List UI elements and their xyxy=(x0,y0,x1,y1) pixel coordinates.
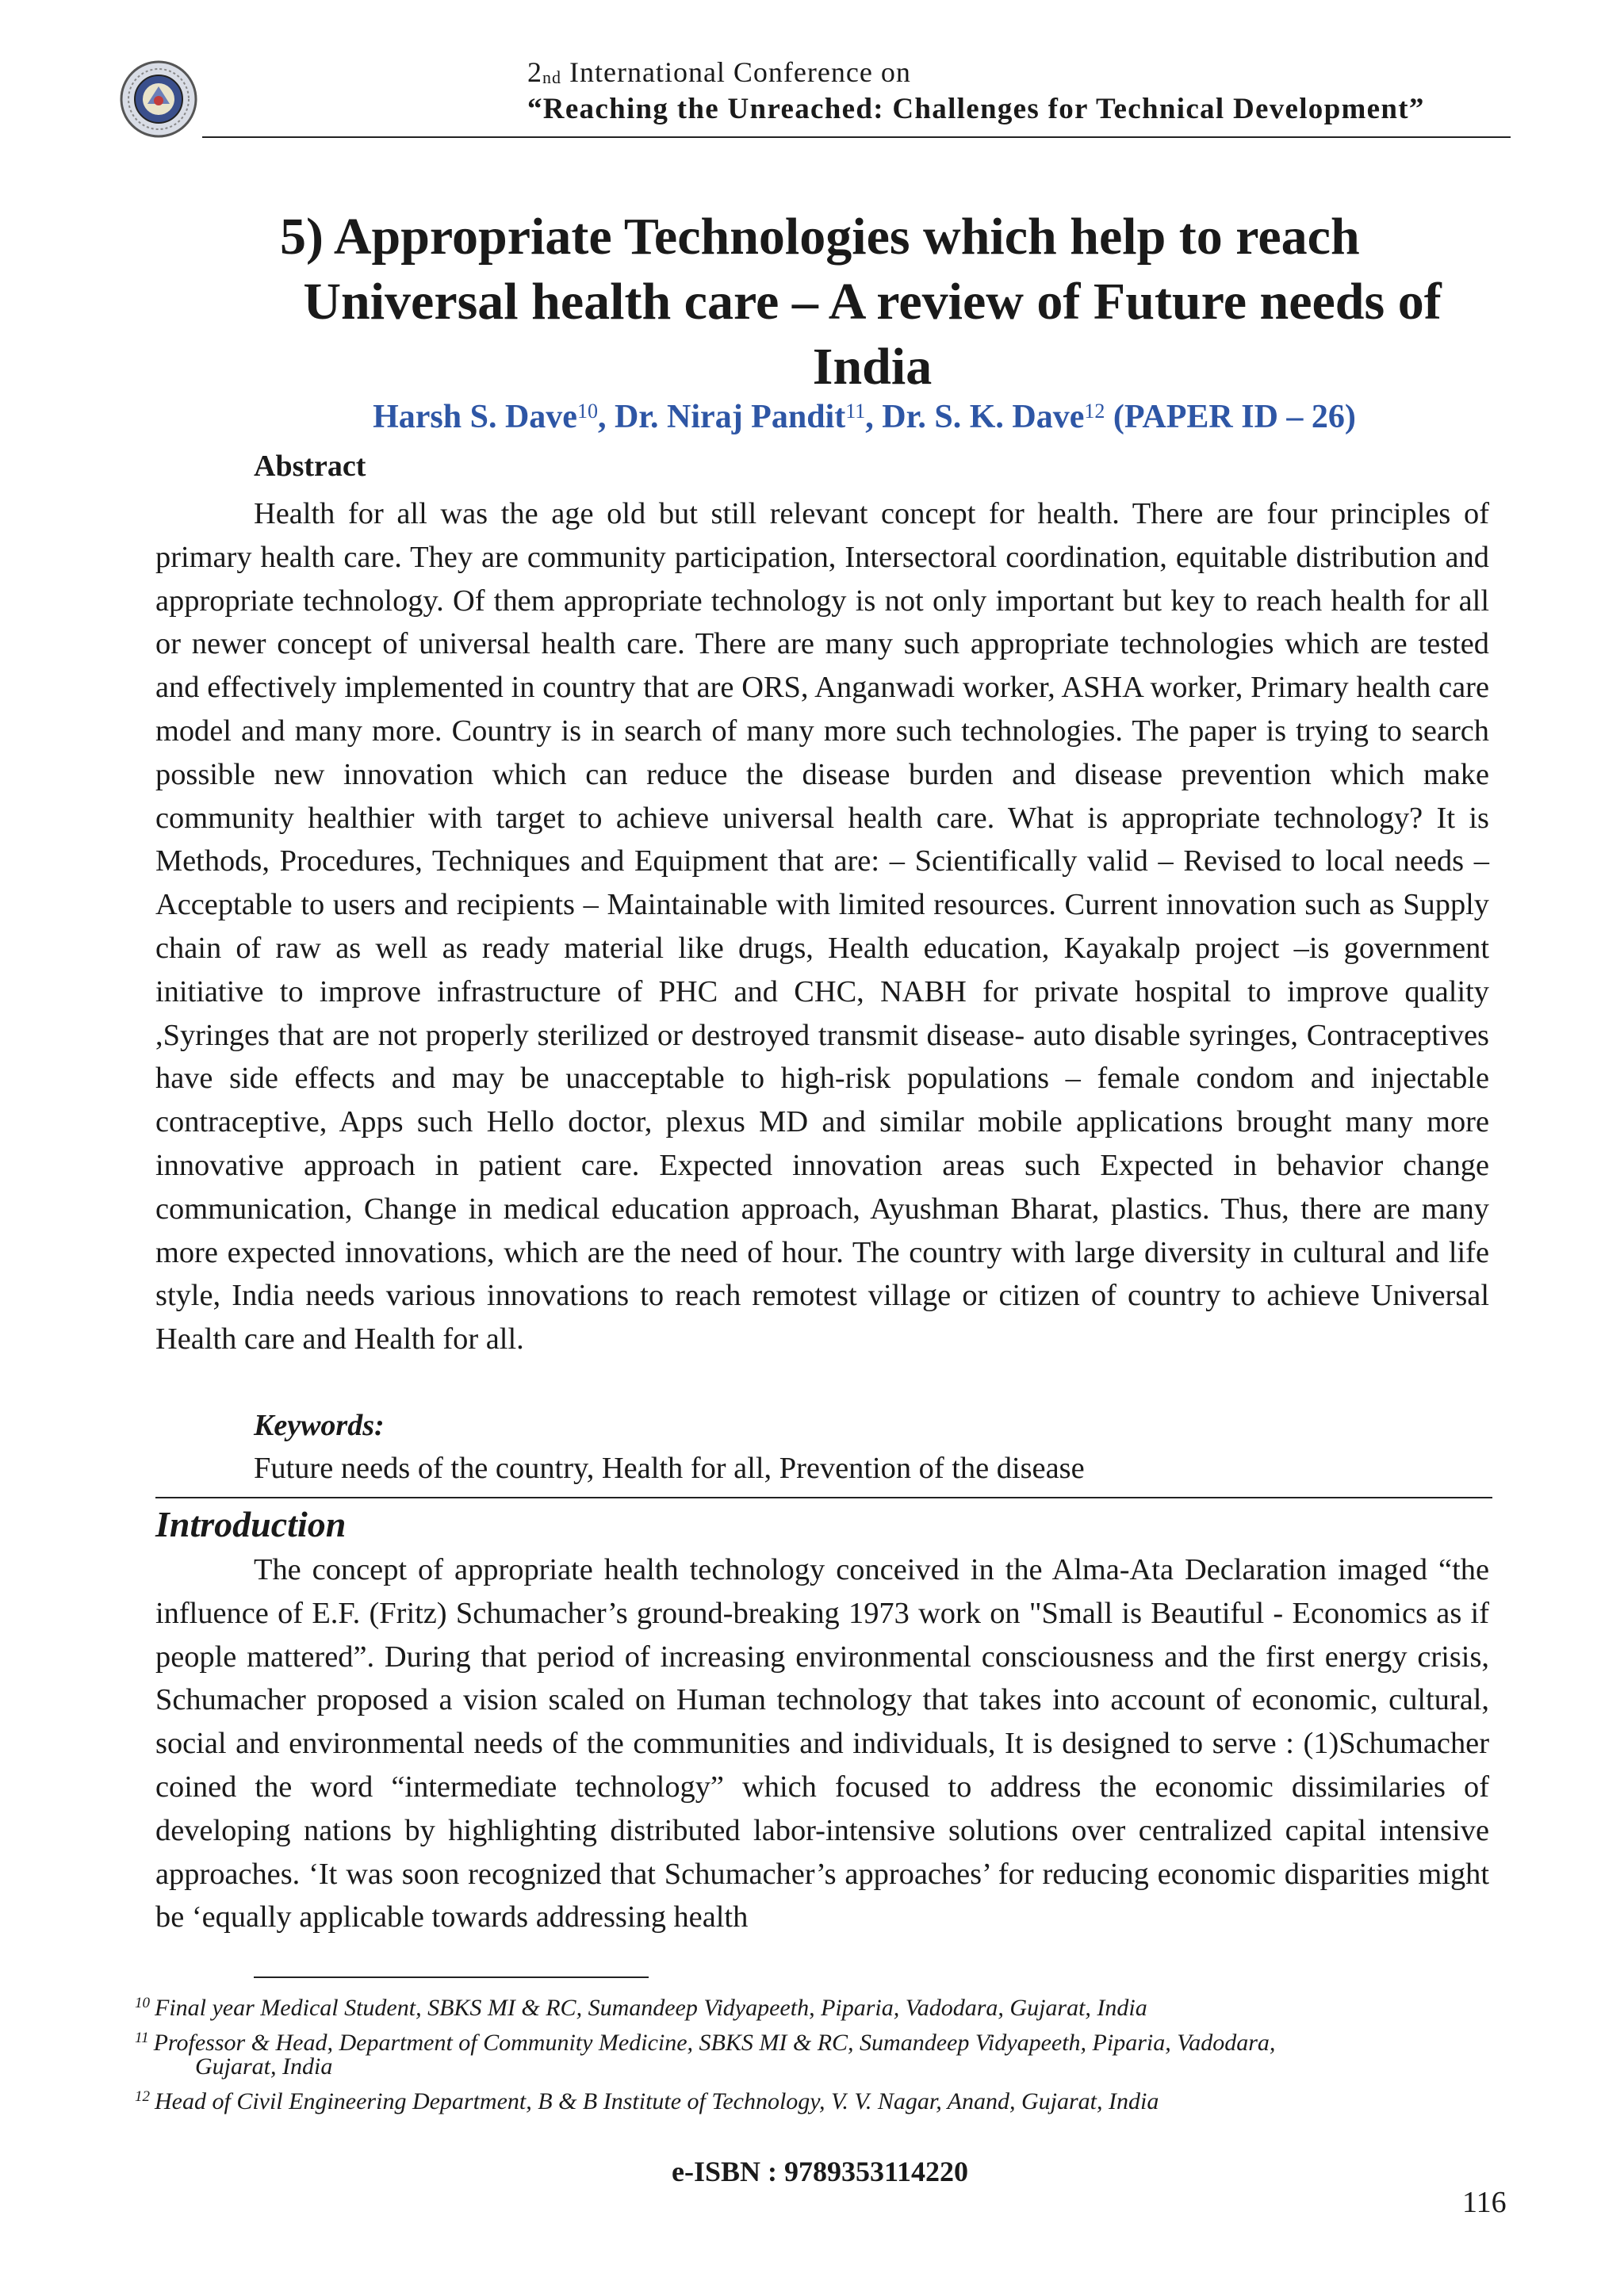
author-2-footnote-ref: 11 xyxy=(845,400,866,423)
title-line-2: Universal health care – A review of Future needs of xyxy=(303,273,1442,331)
abstract-heading: Abstract xyxy=(254,450,366,483)
conference-edition xyxy=(527,55,911,89)
conference-theme: “Reaching the Unreached: Challenges for Technical Development” xyxy=(527,93,1425,125)
title-line-3: India xyxy=(812,338,933,396)
footnote-number: 12 xyxy=(135,2088,150,2105)
author-3: , Dr. S. K. Dave xyxy=(865,399,1085,435)
footnote-text: Head of Civil Engineering Department, B & B Institute of Technology, V. V. Nagar, Anand, Gujarat, India xyxy=(155,2088,1159,2114)
page-number: 116 xyxy=(1462,2186,1507,2219)
footnote-text-continued: Gujarat, India xyxy=(195,2053,333,2080)
footnote xyxy=(135,1992,1492,2020)
conference-ordinal-suffix: nd xyxy=(542,67,561,87)
footnote-number: 10 xyxy=(135,1995,150,2011)
title-line-1: 5) Appropriate Technologies which help to reach xyxy=(280,208,1360,266)
footnote-text: Professor & Head, Department of Community Medicine, SBKS MI & RC, Sumandeep Vidyapeeth, Piparia, Vadodara, xyxy=(153,2030,1276,2056)
paper-title xyxy=(198,205,1546,400)
conference-logo-icon xyxy=(119,59,198,139)
conference-name: International Conference on xyxy=(561,56,911,88)
paper-id: (PAPER ID – 26) xyxy=(1105,399,1356,435)
footnote xyxy=(135,2026,1492,2079)
footnotes xyxy=(135,1992,1492,2120)
introduction-text: The concept of appropriate health technology conceived in the Alma-Ata Declaration imaged “the influence of E.F. (Fritz) Schumacher’s ground-breaking 1973 work on "Small is Beautiful - Economics as if people mattered”. During that period of increasing environmental consciousness and the first energy crisis, Schumacher proposed a vision scaled on Human technology that takes into account of economic, cultural, social and environmental needs of the communities and individuals, It is designed to serve : (1)Schumacher coined the word “intermediate technology” which focused to address the economic dissimilaries of developing nations by highlighting distributed labor-intensive solutions over centralized capital intensive approaches. ‘It was soon recognized that Schumacher’s approaches’ for reducing economic disparities might be ‘equally applicable towards addressing health xyxy=(155,1553,1489,1934)
keywords-text: Future needs of the country, Health for all, Prevention of the disease xyxy=(254,1452,1085,1485)
footnote-text: Final year Medical Student, SBKS MI & RC, Sumandeep Vidyapeeth, Piparia, Vadodara, Gujarat, India xyxy=(155,1995,1147,2021)
isbn: e-ISBN : 9789353114220 xyxy=(671,2156,968,2187)
author-1: Harsh S. Dave xyxy=(373,399,577,435)
author-1-footnote-ref: 10 xyxy=(576,400,598,423)
footnote-number: 11 xyxy=(135,2030,149,2046)
author-2: , Dr. Niraj Pandit xyxy=(597,399,846,435)
author-3-footnote-ref: 12 xyxy=(1084,400,1105,423)
keywords-heading: Keywords: xyxy=(254,1409,385,1442)
section-divider xyxy=(155,1497,1492,1498)
introduction-heading: Introduction xyxy=(155,1504,347,1544)
header-divider xyxy=(202,136,1511,138)
footnote xyxy=(135,2085,1492,2114)
abstract-text: Health for all was the age old but still relevant concept for health. There are four principles of primary health care. They are community participation, Intersectoral coordination, equitable distribution and appropriate technology. Of them appropriate technology is not only important but key to reach health for all or newer concept of universal health care. There are many such appropriate technologies which are tested and effectively implemented in country that are ORS, Anganwadi worker, ASHA worker, Primary health care model and many more. Country is in search of many more such technologies. The paper is trying to search possible new innovation which can reduce the disease burden and disease prevention which make community healthier with target to achieve universal health care. What is appropriate technology? It is Methods, Procedures, Techniques and Equipment that are: – Scientifically valid – Revised to local needs – Acceptable to users and recipients – Maintainable with limited resources. Current innovation such as Supply chain of raw as well as ready material like drugs, Health education, Kayakalp project –is government initiative to improve infrastructure of PHC and CHC, NABH for private hospital to improve quality ,Syringes that are not properly sterilized or destroyed transmit disease- auto disable syringes, Contraceptives have side effects and may be unacceptable to high-risk populations – female condom and injectable contraceptive, Apps such Hello doctor, plexus MD and similar mobile applications brought many more innovative approach in patient care. Expected innovation areas such Expected in behavior change communication, Change in medical education approach, Ayushman Bharat, plastics. Thus, there are many more expected innovations, which are the need of hour. The country with large diversity in cultural and life style, India needs various innovations to reach remotest village or citizen of country to achieve Universal Health care and Health for all. xyxy=(155,497,1489,1357)
footnote-divider xyxy=(254,1976,649,1978)
author-list xyxy=(159,398,1570,436)
page-header xyxy=(119,55,1508,141)
conference-ordinal: 2 xyxy=(527,56,542,88)
